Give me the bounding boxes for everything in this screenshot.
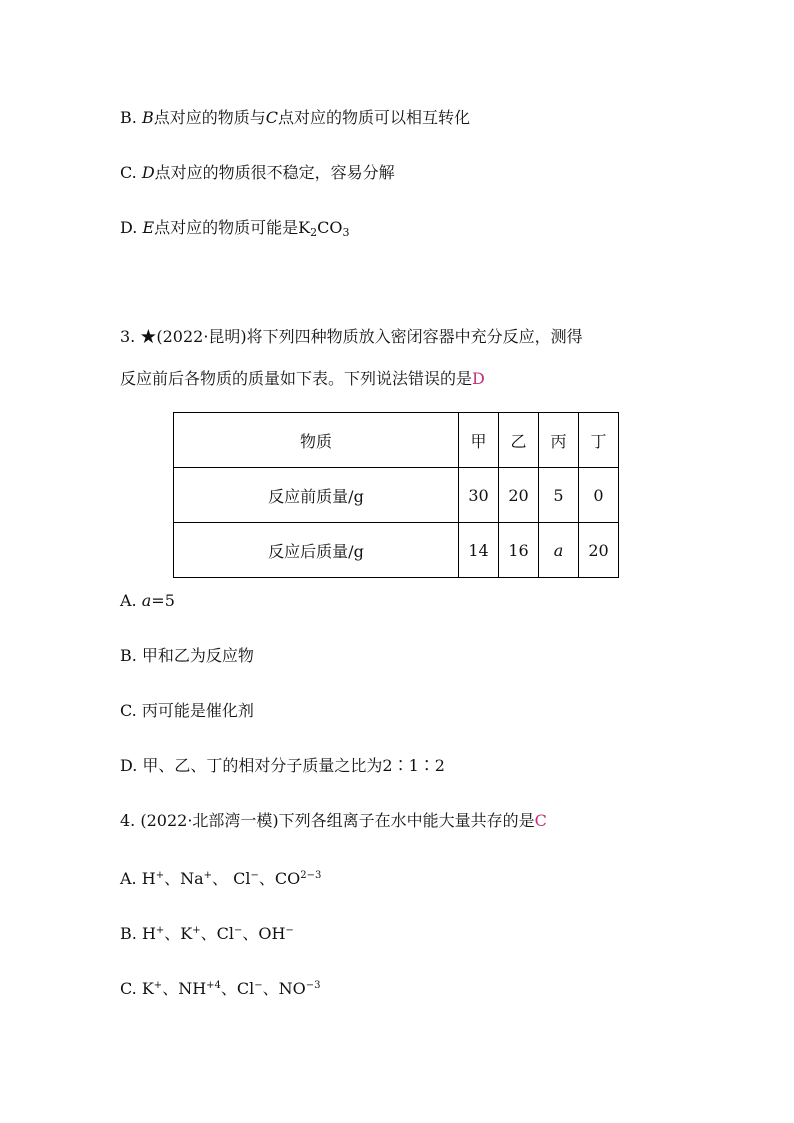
option-text: 点对应的物质可能是 xyxy=(154,218,299,237)
question-text: 4. (2022·北部湾一模)下列各组离子在水中能大量共存的是 xyxy=(120,811,535,830)
table-cell: 16 xyxy=(499,523,539,578)
formula-subscript: 2 xyxy=(310,226,318,239)
point-variable: E xyxy=(142,218,155,237)
formula-subscript: 3 xyxy=(342,226,350,239)
table-cell: a xyxy=(539,523,579,578)
option-b-q4 xyxy=(120,921,294,944)
ion-charge: − xyxy=(285,925,294,936)
option-label: A. xyxy=(120,869,142,888)
mass-table xyxy=(173,412,619,578)
ion-charge: −3 xyxy=(305,980,321,991)
answer-mark: D xyxy=(472,369,485,388)
question-3-line1: 3. ★(2022·昆明)将下列四种物质放入密闭容器中充分反应，测得 xyxy=(120,327,583,346)
option-label: B. xyxy=(120,924,142,943)
question-text: 反应前后各物质的质量如下表。下列说法错误的是 xyxy=(120,369,473,388)
option-text: 点对应的物质很不稳定，容易分解 xyxy=(154,163,395,182)
table-cell: 14 xyxy=(459,523,499,578)
table-cell: 5 xyxy=(539,468,579,523)
table-header-cell: 乙 xyxy=(499,413,539,468)
ion: 、K xyxy=(164,924,193,943)
option-a-q3 xyxy=(120,591,175,611)
ion-charge: − xyxy=(250,870,259,881)
option-text: 点对应的物质与 xyxy=(153,108,266,127)
option-label: C. xyxy=(120,163,142,182)
option-c-q4 xyxy=(120,976,321,999)
ion: 、 Cl xyxy=(212,869,251,888)
ion-charge: + xyxy=(155,870,165,881)
point-variable: B xyxy=(141,108,154,127)
ion: 、NH xyxy=(162,979,207,998)
ion: 、Na xyxy=(164,869,204,888)
question-3-line2 xyxy=(120,369,485,389)
table-header-cell: 丙 xyxy=(539,413,579,468)
table-cell: 反应前质量/g xyxy=(174,468,459,523)
ion: 、NO xyxy=(262,979,306,998)
point-variable: D xyxy=(141,163,155,182)
variable: a xyxy=(141,591,152,610)
question-4-line1 xyxy=(120,811,547,831)
ion-charge: + xyxy=(192,925,201,936)
option-d-prev xyxy=(120,218,349,243)
answer-mark: C xyxy=(534,811,547,830)
option-c-q3: C. 丙可能是催化剂 xyxy=(120,701,254,720)
table-cell: 20 xyxy=(579,523,619,578)
ion: 、CO xyxy=(258,869,301,888)
ion-charge: + xyxy=(155,925,165,936)
ion: H xyxy=(141,924,156,943)
ion-charge: + xyxy=(153,980,163,991)
ion: H xyxy=(141,869,156,888)
option-text: =5 xyxy=(151,591,175,610)
table-cell: 30 xyxy=(459,468,499,523)
table-cell: 20 xyxy=(499,468,539,523)
formula: K xyxy=(298,218,311,237)
table-header-cell: 甲 xyxy=(459,413,499,468)
ion: 、OH xyxy=(242,924,286,943)
option-text: 点对应的物质可以相互转化 xyxy=(277,108,470,127)
option-b-q3: B. 甲和乙为反应物 xyxy=(120,646,254,665)
option-d-q3: D. 甲、乙、丁的相对分子质量之比为2∶1∶2 xyxy=(120,756,445,775)
table-row xyxy=(174,523,619,578)
ion-charge: 2−3 xyxy=(300,870,322,881)
option-label: D. xyxy=(120,218,143,237)
table-row xyxy=(174,468,619,523)
ion: 、Cl xyxy=(200,924,235,943)
ion: K xyxy=(141,979,154,998)
option-a-q4 xyxy=(120,866,321,889)
table-cell: 反应后质量/g xyxy=(174,523,459,578)
option-label: A. xyxy=(120,591,142,610)
table-header-cell: 丁 xyxy=(579,413,619,468)
option-label: B. xyxy=(120,108,142,127)
point-variable: C xyxy=(265,108,278,127)
table-header-cell: 物质 xyxy=(174,413,459,468)
table-cell: 0 xyxy=(579,468,619,523)
table-header-row xyxy=(174,413,619,468)
ion-charge: − xyxy=(254,980,263,991)
ion-charge: + xyxy=(203,870,213,881)
option-b-prev xyxy=(120,108,470,128)
ion-charge: − xyxy=(234,925,243,936)
ion: 、Cl xyxy=(220,979,255,998)
option-label: C. xyxy=(120,979,142,998)
formula: CO xyxy=(317,218,343,237)
option-c-prev xyxy=(120,163,395,183)
ion-charge: +4 xyxy=(206,980,221,991)
